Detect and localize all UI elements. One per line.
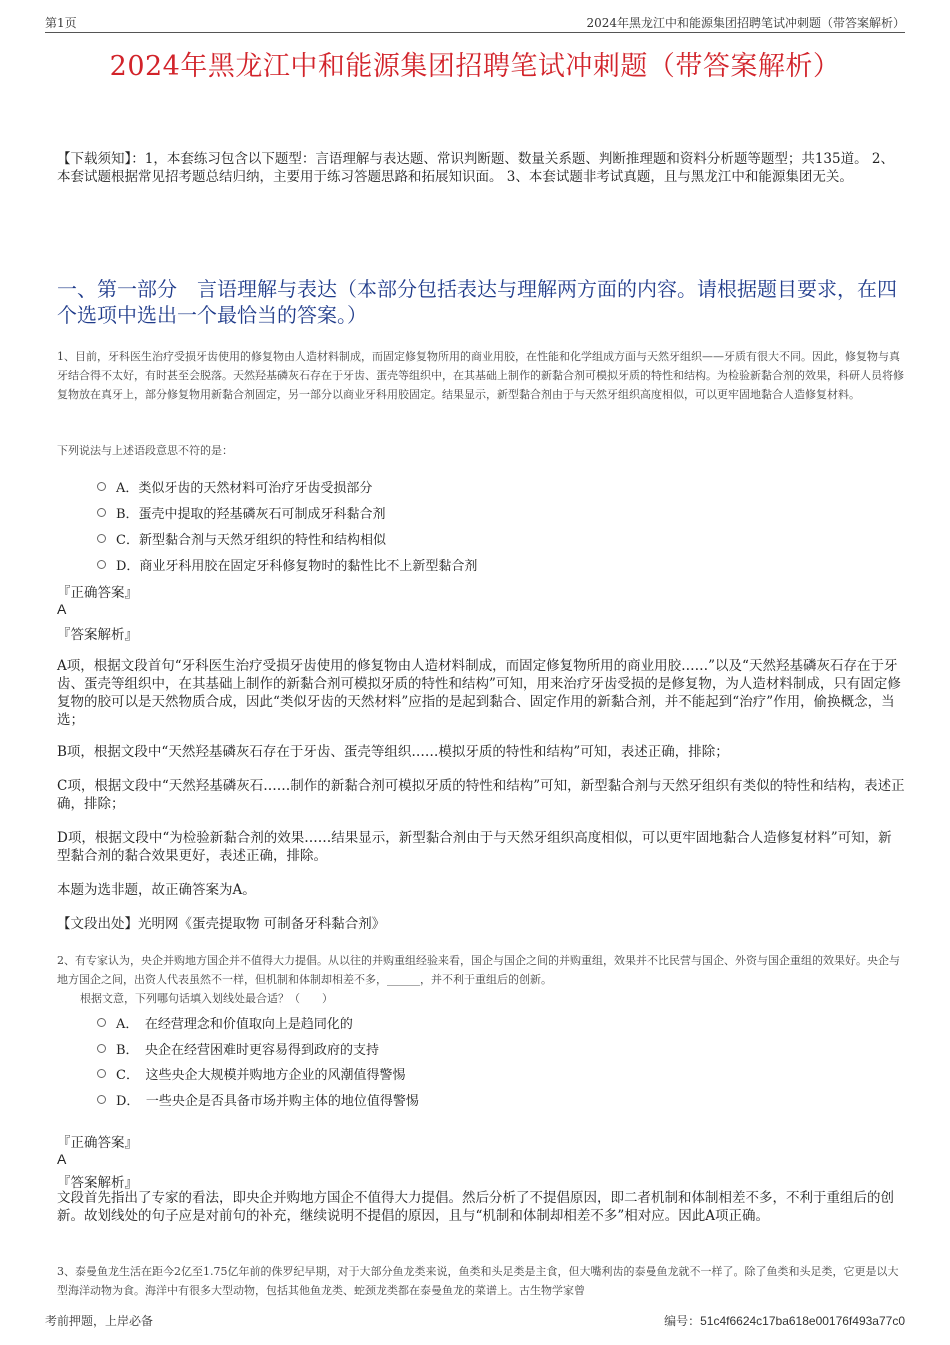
question-2-stem: 2、有专家认为，央企并购地方国企并不值得大力提倡。从以往的并购重组经验来看，国企与国企之间的并购重组，效果并不比民营与国企、外资与国企重组的效果好。央企与地方国企之间，出资人代表虽然不一样，但机制和体制却相差不多，______，并不利于重组后的创新。 — [57, 954, 900, 986]
question-1-conclusion: 本题为选非题，故正确答案为A。 — [57, 882, 256, 898]
question-1-option-b[interactable]: B．蛋壳中提取的羟基磷灰石可制成牙科黏合剂 — [97, 503, 386, 522]
question-1-source: 【文段出处】光明网《蛋壳提取物 可制备牙科黏合剂》 — [57, 916, 386, 932]
question-1-answer-label: 『正确答案』 — [57, 585, 138, 601]
radio-icon — [97, 560, 106, 569]
question-1-prompt: 下列说法与上述语段意思不符的是： — [57, 444, 233, 457]
question-1-option-a[interactable]: A．类似牙齿的天然材料可治疗牙齿受损部分 — [97, 477, 372, 496]
question-2-option-d[interactable]: D． 一些央企是否具备市场并购主体的地位值得警惕 — [97, 1090, 419, 1109]
question-1-option-d[interactable]: D．商业牙科用胶在固定牙科修复物时的黏性比不上新型黏合剂 — [97, 555, 477, 574]
question-2-option-c[interactable]: C． 这些央企大规模并购地方企业的风潮值得警惕 — [97, 1064, 405, 1083]
radio-icon — [97, 1018, 106, 1027]
radio-icon — [97, 1044, 106, 1053]
section-heading: 一、第一部分 言语理解与表达（本部分包括表达与理解两方面的内容。请根据题目要求，在四个选项中选出一个最恰当的答案。） — [57, 277, 897, 327]
page-number: 第1页 — [45, 16, 77, 30]
document-title: 2024年黑龙江中和能源集团招聘笔试冲刺题（带答案解析） — [109, 51, 841, 82]
question-1-analysis-b: B项，根据文段中“天然羟基磷灰石存在于牙齿、蛋壳等组织……模拟牙质的特性和结构”可知，表述正确，排除； — [57, 744, 729, 760]
radio-icon — [97, 534, 106, 543]
header-divider — [45, 32, 905, 33]
radio-icon — [97, 482, 106, 491]
question-1-analysis-label: 『答案解析』 — [57, 627, 138, 643]
footer-code: 编号：51c4f6624c17ba618e00176f493a77c0 — [664, 1314, 905, 1328]
question-2-answer: A — [57, 1151, 67, 1167]
question-2-analysis-label: 『答案解析』 — [57, 1175, 138, 1191]
question-2-option-a[interactable]: A． 在经营理念和价值取向上是趋同化的 — [97, 1013, 353, 1032]
question-1-analysis-a: A项，根据文段首句“牙科医生治疗受损牙齿使用的修复物由人造材料制成，而固定修复物所用的商业用胶……”以及“天然羟基磷灰石存在于牙齿、蛋壳等组织中，在其基础上制作的新黏合剂可模拟牙质的特性和结构”可知，用来治疗牙齿受损的是修复物，为人造材料制成，只有固定修复物的胶可以是天然物质合成，因此“类似牙齿的天然材料”应指的是起到黏合、固定作用的新黏合剂，并不能起到“治疗”作用，偷换概念，当选； — [57, 658, 901, 728]
radio-icon — [97, 1095, 106, 1104]
question-3-stem: 3、泰曼鱼龙生活在距今2亿至1.75亿年前的侏罗纪早期，对于大部分鱼龙类来说，鱼类和头足类是主食，但大嘴利齿的泰曼鱼龙就不一样了。除了鱼类和头足类，它更是以大型海洋动物为食。海洋中有很多大型动物，包括其他鱼龙类、蛇颈龙类都在泰曼鱼龙的菜谱上。古生物学家曾 — [57, 1265, 899, 1297]
question-1-analysis-c: C项，根据文段中“天然羟基磷灰石……制作的新黏合剂可模拟牙质的特性和结构”可知，新型黏合剂与天然牙组织有类似的特性和结构，表述正确，排除； — [57, 778, 905, 812]
question-2-prompt: 根据文意，下列哪句话填入划线处最合适？（ ） — [80, 992, 333, 1005]
question-1-analysis-d: D项，根据文段中“为检验新黏合剂的效果……结果显示，新型黏合剂由于与天然牙组织高度相似，可以更牢固地黏合人造修复材料”可知，新型黏合剂的黏合效果更好，表述正确，排除。 — [57, 830, 892, 864]
question-1-option-c[interactable]: C．新型黏合剂与天然牙组织的特性和结构相似 — [97, 529, 386, 548]
radio-icon — [97, 1069, 106, 1078]
question-2-analysis: 文段首先指出了专家的看法，即央企并购地方国企不值得大力提倡。然后分析了不提倡原因，即二者机制和体制相差不多，不利于重组后的创新。故划线处的句子应是对前句的补充，继续说明不提倡的原因，且与“机制和体制却相差不多”相对应。因此A项正确。 — [57, 1190, 894, 1224]
question-1-stem: 1、目前，牙科医生治疗受损牙齿使用的修复物由人造材料制成，而固定修复物所用的商业用胶，在性能和化学组成方面与天然牙组织——牙质有很大不同。因此，修复物与真牙结合得不太好，有时甚至会脱落。天然羟基磷灰石存在于牙齿、蛋壳等组织中，在其基础上制作的新黏合剂可模拟牙质的特性和结构。为检验新黏合剂的效果，科研人员将修复物放在真牙上，部分修复物用新黏合剂固定，另一部分以商业牙科用胶固定。结果显示，新型黏合剂由于与天然牙组织高度相似，可以更牢固地黏合人造修复材料。 — [57, 350, 904, 401]
running-header-title: 2024年黑龙江中和能源集团招聘笔试冲刺题（带答案解析） — [586, 16, 905, 30]
radio-icon — [97, 508, 106, 517]
footer-slogan: 考前押题，上岸必备 — [45, 1314, 154, 1328]
download-notice: 【下载须知】：1，本套练习包含以下题型：言语理解与表达题、常识判断题、数量关系题、判断推理题和资料分析题等题型；共135道。 2、本套试题根据常见招考题总结归纳，主要用于练习答题思路和拓展知识面。 3、本套试题非考试真题，且与黑龙江中和能源集团无关。 — [57, 151, 894, 185]
question-2-option-b[interactable]: B． 央企在经营困难时更容易得到政府的支持 — [97, 1039, 379, 1058]
question-1-answer: A — [57, 601, 67, 617]
question-2-answer-label: 『正确答案』 — [57, 1135, 138, 1151]
